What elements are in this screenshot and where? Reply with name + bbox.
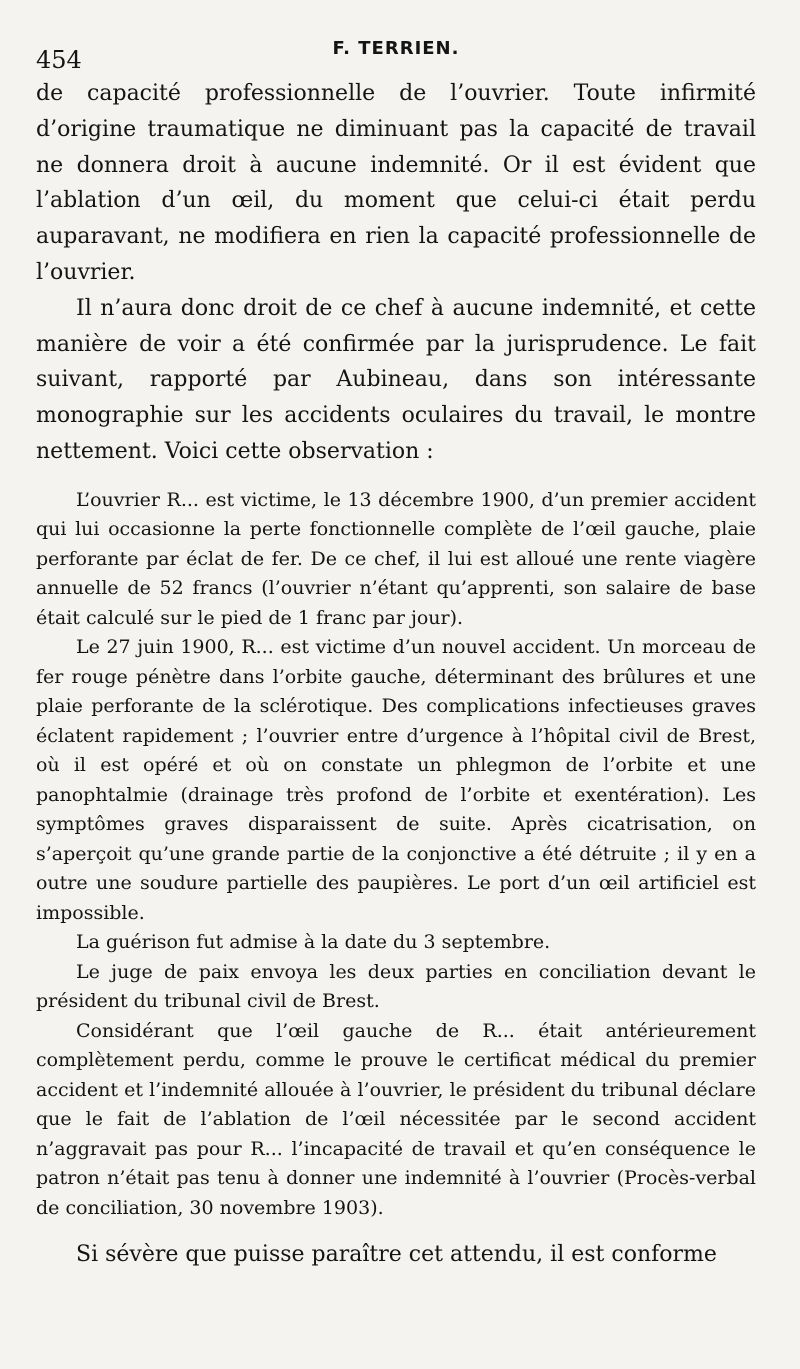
- observation-paragraph-5: Considérant que l’œil gauche de R... était antérieurement complètement perdu, comme le prouve le certificat médical du premier accident et l’indemnité allouée à l’ouvrier, le président du tribunal déclare que le fait de l’ablation de l’œil nécessitée par le second accident n’aggravait pas pour R... l’incapacité de travail et qu’en conséquence le patron n’était pas tenu à donner une indemnité à l’ouvrier (Procès-verbal de conciliation, 30 novembre 1903).: [36, 1019, 756, 1219]
- observation-paragraph-2: Le 27 juin 1900, R... est victime d’un nouvel accident. Un morceau de fer rouge pénètre dans l’orbite gauche, déterminant des brûlures et une plaie perforante de la sclérotique. Des complications infectieuses graves éclatent rapidement ; l’ouvrier entre d’urgence à l’hôpital civil de Brest, où il est opéré et où on constate un phlegmon de l’orbite et une panophtalmie (drainage très profond de l’orbite et exentération). Les symptômes graves disparaissent de suite. Après cicatrisation, on s’aperçoit qu’une grande partie de la conjonctive a été détruite ; il y en a outre une soudure partielle des paupières. Le port d’un œil artificiel est impossible.: [36, 636, 756, 924]
- page-header: [36, 32, 756, 76]
- paragraph-2: Il n’aura donc droit de ce chef à aucune indemnité, et cette manière de voir a été confirmée par la jurisprudence. Le fait suivant, rapporté par Aubineau, dans son intéressante monographie sur les accidents oculaires du travail, le montre nettement. Voici cette observation :: [36, 295, 756, 464]
- running-head: F. TERRIEN.: [332, 38, 460, 59]
- paragraph-3: Si sévère que puisse paraître cet attendu, il est conforme: [76, 1242, 717, 1268]
- paragraph-1: de capacité professionnelle de l’ouvrier. Toute infirmité d’origine traumatique ne diminuant pas la capacité de travail ne donnera droit à aucune indemnité. Or il est évident que l’ablation d’un œil, du moment que celui-ci était perdu auparavant, ne modifiera en rien la capacité professionnelle de l’ouvrier.: [36, 81, 756, 285]
- observation-paragraph-4: Le juge de paix envoya les deux parties en conciliation devant le président du tribunal civil de Brest.: [36, 960, 756, 1013]
- page-number: 454: [36, 46, 82, 74]
- observation-paragraph-3: La guérison fut admise à la date du 3 septembre.: [76, 931, 551, 954]
- observation-paragraph-1: L’ouvrier R... est victime, le 13 décembre 1900, d’un premier accident qui lui occasionne la perte fonctionnelle complète de l’œil gauche, plaie perforante par éclat de fer. De ce chef, il lui est alloué une rente viagère annuelle de 52 francs (l’ouvrier n’étant qu’apprenti, son salaire de base était calculé sur le pied de 1 franc par jour).: [36, 488, 756, 629]
